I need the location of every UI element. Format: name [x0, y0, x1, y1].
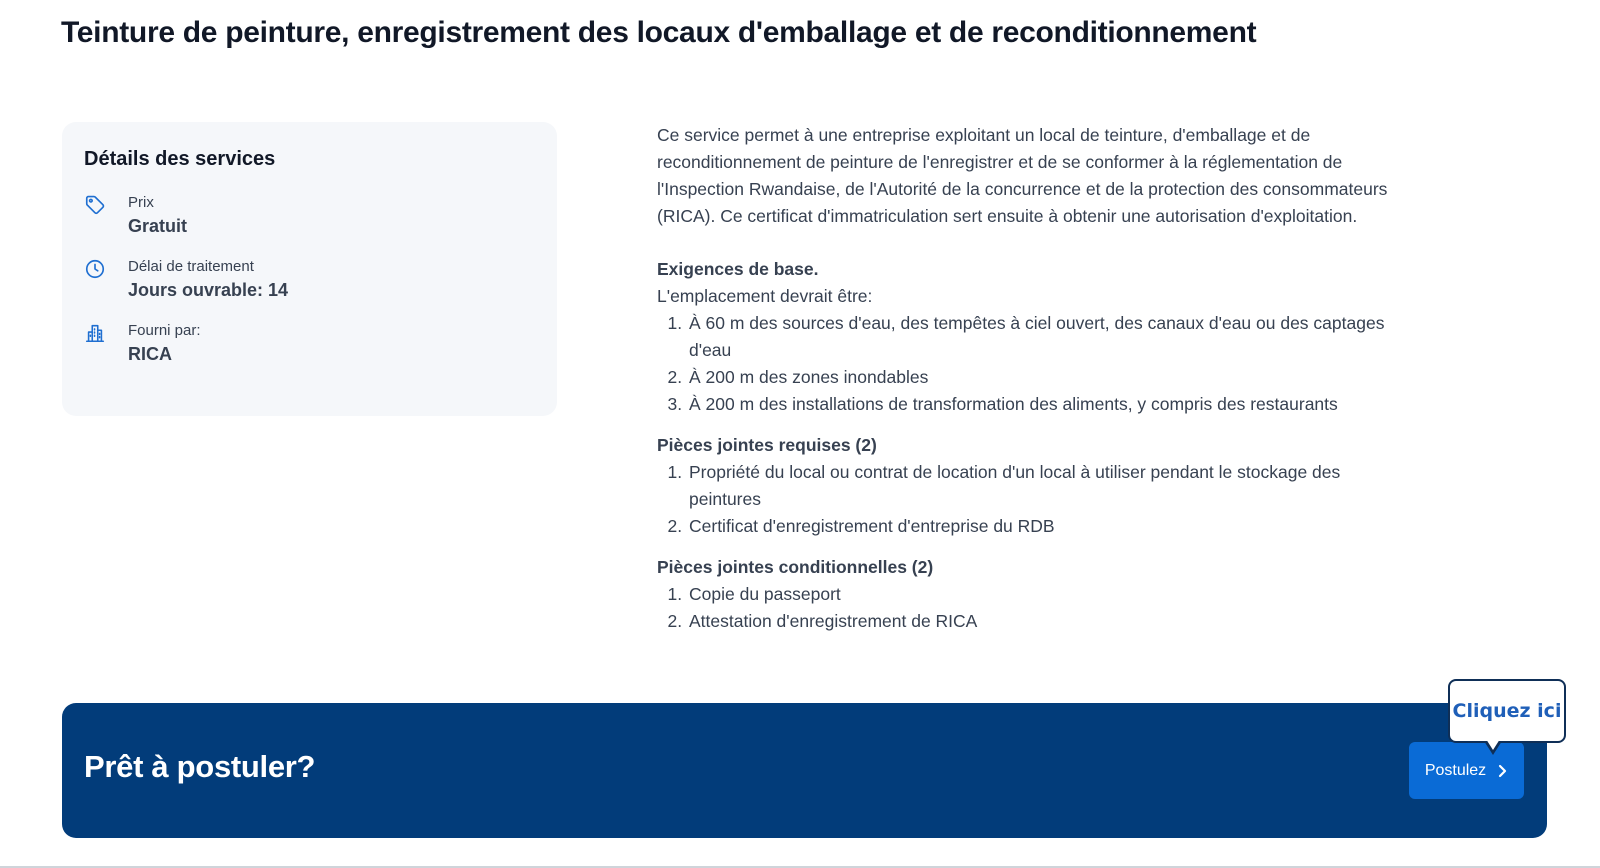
requirements-list — [657, 310, 1397, 418]
provider-label: Fourni par: — [128, 322, 201, 339]
detail-item-processing-time — [84, 257, 535, 303]
conditional-attachments-list — [657, 581, 1397, 635]
price-value: Gratuit — [128, 216, 188, 236]
requirements-title: Exigences de base. — [657, 259, 819, 279]
apply-banner-title: Prêt à postuler? — [84, 749, 316, 784]
provider-value: RICA — [128, 344, 172, 364]
service-details-card — [62, 122, 557, 416]
apply-button[interactable] — [1409, 742, 1524, 799]
list-item: 2. Certificat d'enregistrement d'entreprise du RDB — [687, 513, 1397, 540]
processing-time-label: Délai de traitement — [128, 258, 254, 275]
apply-button-label: Postulez — [1424, 761, 1487, 779]
tooltip-tail — [1484, 741, 1502, 755]
requirements-subtitle: L'emplacement devrait être: — [657, 286, 873, 306]
list-item: 1. Propriété du local ou contrat de location d'un local à utiliser pendant le stockage des peintures — [687, 459, 1397, 513]
conditional-attachments-section — [657, 554, 1397, 635]
requirements-section — [657, 256, 1397, 418]
list-item: 3. À 200 m des installations de transformation des aliments, y compris des restaurants — [687, 391, 1397, 418]
list-item: 2. Attestation d'enregistrement de RICA — [687, 608, 1397, 635]
details-heading: Détails des services — [84, 148, 276, 170]
service-description — [657, 122, 1397, 649]
detail-item-provider — [84, 321, 535, 367]
required-attachments-title: Pièces jointes requises (2) — [657, 435, 877, 455]
conditional-attachments-title: Pièces jointes conditionnelles (2) — [657, 557, 934, 577]
intro-paragraph: Ce service permet à une entreprise exploitant un local de teinture, d'emballage et de reconditionnement de peinture de l'enregistrer et de se conformer à la réglementation de l'Inspection Rwandaise, de l'Autorité de la concurrence et de la protection des consommateurs (RICA). Ce certificat d'immatriculation sert ensuite à obtenir une autorisation d'exploitation. — [657, 125, 1388, 226]
required-attachments-section — [657, 432, 1397, 540]
apply-banner — [62, 703, 1547, 838]
page-title: Teinture de peinture, enregistrement des locaux d'emballage et de reconditionnement — [61, 16, 1257, 49]
required-attachments-list — [657, 459, 1397, 540]
processing-time-value: Jours ouvrable: 14 — [128, 280, 289, 300]
click-here-tooltip — [1448, 679, 1566, 743]
chevron-right-icon — [1496, 764, 1508, 778]
clock-icon — [84, 258, 106, 280]
list-item: 1. À 60 m des sources d'eau, des tempêtes à ciel ouvert, des canaux d'eau ou des captages d'eau — [687, 310, 1397, 364]
tooltip-text: Cliquez ici — [1452, 700, 1562, 722]
list-item: 1. Copie du passeport — [687, 581, 1397, 608]
list-item: 2. À 200 m des zones inondables — [687, 364, 1397, 391]
detail-item-price — [84, 193, 535, 239]
building-icon — [84, 322, 106, 344]
tag-icon — [84, 194, 106, 216]
price-label: Prix — [128, 194, 154, 211]
